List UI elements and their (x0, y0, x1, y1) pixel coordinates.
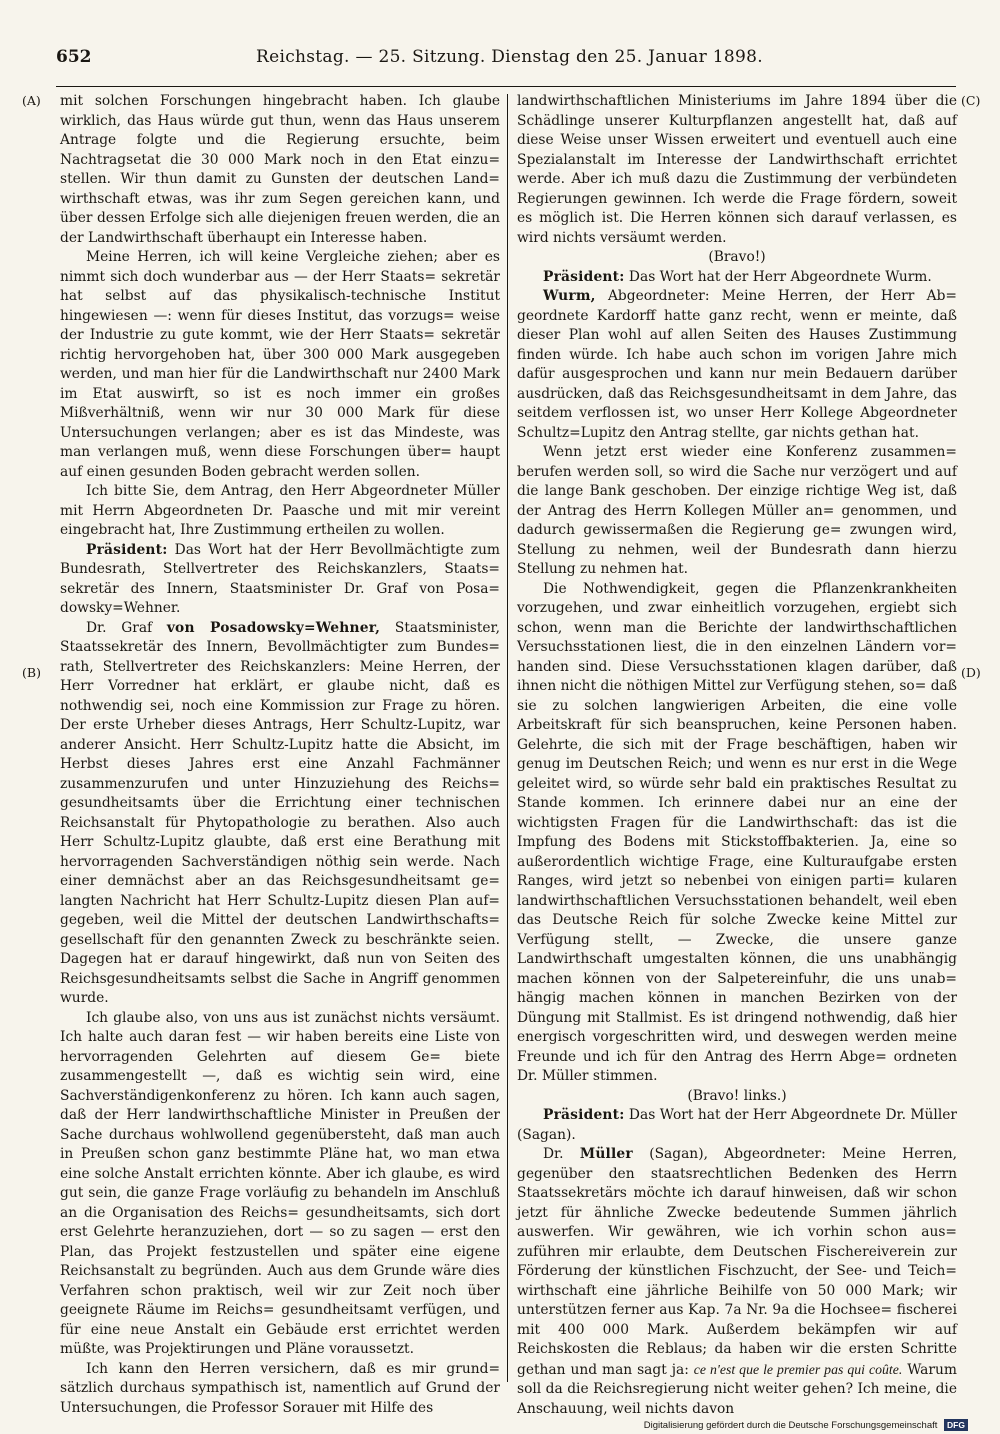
left-column (60, 92, 501, 1416)
speaker-name: Präsident: (543, 268, 625, 285)
paragraph: Ich bitte Sie, dem Antrag, den Herr Abgeordneter Müller mit Herrn Abgeordneten Dr. Paasche und mit mir vereint eingebracht hat, Ihre Zustimmung ertheilen zu wollen. (60, 483, 500, 538)
speaker-name: von Posadowsky=Wehner, (166, 619, 381, 636)
header-rule (56, 86, 956, 87)
column-divider (507, 94, 508, 1382)
page-header (56, 44, 956, 70)
paragraph (517, 268, 957, 288)
speech-text: Abgeordneter: Meine Herren, der Herr Ab= geordnete Kardorff hatte ganz recht, wenn er meinte, daß dieser Plan wohl auf allen Seiten des Hauses Zustimmung finden würde. Ich habe auch schon im vorigen Jahre mich dafür ausgesprochen und kann nur mein Bedauern darüber ausdrücken, daß das Reichsgesundheitsamt in dem Jahre, das seitdem verflossen ist, wo unser Herr Kollege Abgeordneter Schultz=Lupitz den Antrag stellte, gar nichts gethan hat. (517, 288, 957, 441)
paragraph: Wenn jetzt erst wieder eine Konferenz zusammen= berufen werden soll, so wird die Sache nur verzögert und auf die lange Bank geschoben. Der einzige richtige Weg ist, daß der Antrag des Herrn Kollegen Müller an= genommen, und dadurch gewissermaßen die Regierung ge= zwungen wird, Stellung zu nehmen, weil der Bundesrath dann hierzu Stellung zu nehmen hat. (517, 444, 957, 577)
speech-text: Das Wort hat der Herr Abgeordnete Dr. Müller (Sagan). (517, 1107, 957, 1143)
speaker-prefix: Dr. Graf (86, 619, 167, 636)
speaker-name: Müller (579, 1146, 633, 1162)
paragraph: mit solchen Forschungen hingebracht haben. Ich glaube wirklich, das Haus würde gut thun, wenn das Haus unserem Antrage folgte und die Regierung ersuchte, beim Nachtragsetat die 30 000 Mark noch in den Etat einzu= stellen. Wir thun damit zu Gunsten der deutschen Land= wirthschaft etwas, was ihr zum Segen gereichen kann, und über dessen Erfolge sich alle diejenigen freuen werden, die an der Landwirthschaft überhaupt ein Interesse haben. (60, 93, 500, 246)
paragraph (517, 1145, 957, 1419)
speech-text: Das Wort hat der Herr Abgeordnete Wurm. (624, 268, 932, 285)
speech-text: Das Wort hat der Herr Bevollmächtigte zum Bundesrath, Stellvertreter des Reichskanzlers, Staats= sekretär des Innern, Staatsminister Dr. Graf von Posa= dowsky=Wehner. (60, 541, 500, 616)
funding-credit: Digitalisierung gefördert durch die Deutsche Forschungsgemeinschaft (643, 1420, 938, 1431)
paragraph: Ich kann den Herren versichern, daß es mir grund= sätzlich durchaus sympathisch ist, namentlich auf Grund der Untersuchungen, die Professor Sorauer mit Hilfe des (60, 1360, 500, 1416)
paragraph: Meine Herren, ich will keine Vergleiche ziehen; aber es nimmt sich doch wunderbar aus — der Herr Staats= sekretär hat selbst auf das physikalisch-technische Institut hingewiesen —: wenn für dieses Institut, das vorzugs= weise der Industrie zu gute kommt, wie der Herr Staats= sekretär richtig hervorgehoben hat, über 300 000 Mark ausgegeben werden, und man hier für die Landwirthschaft nur 2400 Mark im Etat auswirft, so ist es noch immer ein großes Mißverhältniß, wenn wir nur 30 000 Mark für diese Untersuchungen verlangen; aber es ist das Mindeste, was man verlangen muß, wenn diese Forschungen über= haupt auf einen gesunden Boden gebracht werden sollen. (60, 249, 500, 480)
speaker-name: Präsident: (543, 1107, 625, 1123)
footer-credit (560, 1419, 968, 1433)
paragraph: Die Nothwendigkeit, gegen die Pflanzenkrankheiten vorzugehen, und zwar einheitlich vorzugehen, ergiebt sich schon, wenn man die Berichte der landwirthschaftlichen Versuchsstationen liest, die in den einzelnen Ländern vor= handen sind. Diese Versuchsstationen klagen darüber, daß ihnen nicht die nöthigen Mittel zur Verfügung stehen, so= daß sie zu solchen langwierigen Arbeiten, die eine volle Arbeitskraft für sich beanspruchen, keine Personen haben. Gelehrte, die sich mit der Frage beschäftigen, haben wir genug im Deutschen Reich; und wenn es nur erst in die Wege geleitet wird, so würde sehr bald ein praktisches Resultat zu Stande kommen. Ich erinnere dabei nur an eine der wichtigsten Fragen für die Landwirthschaft: das ist die Impfung des Bodens mit Stickstoffbakterien. Ja, eine so außerordentlich wichtige Frage, eine Kulturaufgabe ersten Ranges, wird jetzt so nebenbei von einigen parti= kularen landwirthschaftlichen Versuchsstationen behandelt, weil eben das Deutsche Reich für solche Zwecke keine Mittel zur Verfügung stellt, — Zwecke, die unsere ganze Landwirthschaft umgestalten können, die uns unabhängig machen können von der Salpetereinfuhr, die uns unab= hängig machen können in manchen Bezirken von der Düngung mit Stallmist. Es ist dringend nothwendig, daß hier energisch vorgeschritten wird, und deswegen werden meine Freunde und ich für den Antrag des Herrn Abge= ordneten Dr. Müller stimmen. (517, 580, 957, 1084)
interjection: (Bravo! links.) (687, 1087, 787, 1104)
right-column (517, 92, 957, 1417)
paragraph (517, 1106, 957, 1145)
margin-marker-a: (A) (22, 93, 41, 108)
speech-text: Staatsminister, Staatssekretär des Innern, Bevollmächtigter zum Bundes= rath, Stellvertreter des Reichskanzlers: Meine Herren, der Herr Vorredner hat erklärt, er glaube nicht, daß es nothwendig sei, noch eine Kommission zur Frage zu hören. Der erste Urheber dieses Antrags, Herr Schultz-Lupitz, war anderer Ansicht. Herr Schultz-Lupitz hatte die Absicht, im Herbst dieses Jahres erst eine Anzahl Fachmänner zusammenzurufen und unter Hinzuziehung des Reichs= gesundheitsamts über die Errichtung einer technischen Reichsanstalt für Phytopathologie zu berathen. Also auch Herr Schultz-Lupitz glaubte, daß erst eine Berathung mit hervorragenden Sachverständigen nöthig sein werde. Nach einer demnächst aber an das Reichsgesundheitsamt ge= langten Nachricht hat Herr Schultz-Lupitz diesen Plan auf= gegeben, weil die Mittel der deutschen Landwirthschafts= gesellschaft für den genannten Zweck zu beschränkte seien. Dagegen hat er darauf hingewirkt, daß nun von Seiten des Reichsgesundheitsamts selbst die Sache in Angriff genommen wurde. (60, 619, 501, 1006)
paragraph (60, 541, 500, 619)
speaker-name: Präsident: (86, 541, 168, 558)
french-quote: ce n'est que le premier pas qui coûte. (693, 1361, 903, 1377)
margin-marker-c: (C) (961, 93, 981, 108)
interjection: (Bravo!) (708, 249, 766, 265)
margin-marker-b: (B) (22, 665, 41, 680)
speech-text: (Sagan), Abgeordneter: Meine Herren, gegenüber den staatsrechtlichen Bedenken des Herrn Staatssekretärs möchte ich darauf hinweisen, daß wir schon jetzt für ähnliche Zwecke bedeutende Summen jährlich auswerfen. Wir gewähren, wie ich vorhin schon aus= zuführen mir erlaubte, dem Deutschen Fischereiverein zur Förderung der künstlichen Fischzucht, der See- und Teich= wirthschaft eine jährliche Beihilfe von 50 000 Mark; wir unterstützen ferner aus Kap. 7a Nr. 9a die Hochsee= fischerei mit 400 000 Mark. Außerdem bekämpfen wir auf Reichskosten die Reblaus; da haben wir die ersten Schritte gethan und man sagt ja: (517, 1146, 957, 1378)
running-title: Reichstag. — 25. Sitzung. Dienstag den 25. Januar 1898. (256, 47, 763, 67)
paragraph (60, 619, 500, 1009)
paragraph: landwirthschaftlichen Ministeriums im Jahre 1894 über die Schädlinge unserer Kulturpflanzen angestellt hat, daß auf diese Weise unser Wissen erweitert und eventuell auch eine Spezialanstalt im Interesse der Landwirthschaft errichtet werde. Aber ich muß dazu die Zustimmung der verbündeten Regierungen gewinnen. Ich werde die Frage fördern, soweit es möglich ist. Die Herren können sich darauf verlassen, es wird nichts versäumt werden. (517, 93, 957, 246)
speaker-prefix: Dr. (543, 1146, 580, 1162)
dfg-logo: DFG (944, 1419, 968, 1431)
paragraph (517, 287, 957, 443)
paragraph: Ich glaube also, von uns aus ist zunächst nichts versäumt. Ich halte auch daran fest — wir haben bereits eine Liste von hervorragenden Gelehrten auf diesem Ge= biete zusammengestellt —, daß es wichtig sein wird, eine Sachverständigenkonferenz zu hören. Ich kann auch sagen, daß der Herr landwirthschaftliche Minister in Preußen der Sache durchaus wohlwollend gegenübersteht, daß man auch in Preußen schon ganz bestimmte Pläne hat, wo man etwa eine solche Anstalt errichten könnte. Aber ich glaube, es wird gut sein, die ganze Frage vorläufig zu behandeln im Anschluß an die Organisation des Reichs= gesundheitsamts, sich dort erst Gelehrte heranzuziehen, dort — so zu sagen — erst den Plan, das Projekt festzustellen und später eine eigene Reichsanstalt zu begründen. Auch aus dem Grunde wäre dies Verfahren schon praktisch, weil wir zur Zeit noch über geeignete Räume im Reichs= gesundheitsamt verfügen, und für eine neue Anstalt ein Gebäude erst errichtet werden müßte, was Projektirungen und Pläne voraussetzt. (60, 1009, 500, 1357)
page-number: 652 (56, 47, 92, 67)
speech-text: Warum soll da die Reichsregierung nicht weiter gehen? Ich meine, die Anschauung, weil nichts davon (517, 1361, 957, 1417)
speaker-name: Wurm, (543, 288, 596, 304)
margin-marker-d: (D) (961, 665, 981, 680)
